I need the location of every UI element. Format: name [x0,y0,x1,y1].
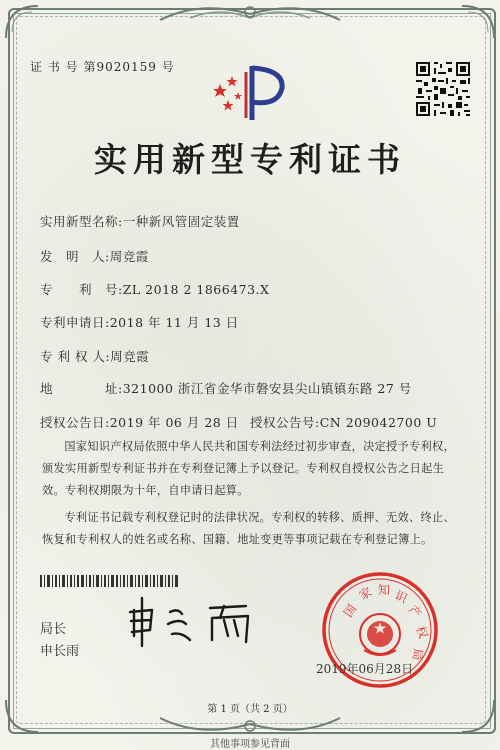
utility-model-name-row [40,212,240,230]
address-label: 地 址: [40,381,123,396]
certificate-title: 实用新型专利证书 [94,140,406,179]
patentee-row [40,347,149,365]
utility-model-name-label: 实用新型名称: [40,214,123,229]
barcode-icon [40,575,180,587]
grant-statement-paragraph: 国家知识产权局依照中华人民共和国专利法经过初步审查，决定授予专利权，颁发实用新型专利证书并在专利登记簿上予以登记。专利权自授权公告之日起生效。专利权期限为十年，自申请日起算。 [42,440,455,497]
utility-model-name-value: 一种新风管固定装置 [122,214,240,229]
patentee-label: 专 利 权 人: [40,349,111,364]
patent-number-label: 专 利 号: [40,282,123,297]
filing-date-value: 2018 年 11 月 13 日 [109,315,239,330]
certificate-number: 证 书 号 第9020159 号 [30,60,175,74]
qr-code-icon [414,60,472,118]
grant-date-label: 授权公告日: [40,415,110,430]
svg-text:家: 家 [356,584,375,603]
legal-status-paragraph: 专利证书记载专利权登记时的法律状况。专利权的转移、质押、无效、终止、恢复和专利权人的姓名或名称、国籍、地址变更等事项记载在专利登记簿上。 [42,511,455,546]
grant-date-value: 2019 年 06 月 28 日 [109,415,239,430]
page-number: 第 1 页（共 2 页） [207,704,293,715]
filing-date-row [40,313,239,331]
footer-note: 其他事项参见背面 [210,739,290,750]
svg-text:权: 权 [413,624,431,641]
cnipa-logo-icon [206,62,292,124]
inventor-row [40,247,149,265]
svg-text:识: 识 [392,588,410,606]
seal-date: 2019年06月28日 [316,662,414,676]
director-name: 申长雨 [40,644,80,659]
address-value: 321000 浙江省金华市磐安县尖山镇镇东路 27 号 [122,381,412,396]
top-ornament [150,0,350,26]
svg-text:局: 局 [409,647,425,661]
address-row [40,379,412,397]
director-signature [120,590,270,650]
patent-number-row [40,280,269,298]
svg-text:产: 产 [405,602,425,621]
grant-date-row [40,413,239,431]
grant-number-value: CN 209042700 U [319,415,438,430]
corner-ornament-tr [458,2,498,42]
grant-number-row [250,413,437,431]
grant-number-label: 授权公告号: [250,415,320,430]
corner-ornament-tl [2,2,42,42]
filing-date-label: 专利申请日: [40,315,110,330]
svg-text:知: 知 [378,583,391,597]
svg-text:国: 国 [340,601,360,620]
inventor-label: 发 明 人: [40,249,110,264]
patent-number-value: ZL 2018 2 1866473.X [122,282,270,297]
patentee-value: 周竞霞 [110,349,150,364]
director-title: 局长 [40,622,67,637]
inventor-value: 周竞霞 [109,249,149,264]
